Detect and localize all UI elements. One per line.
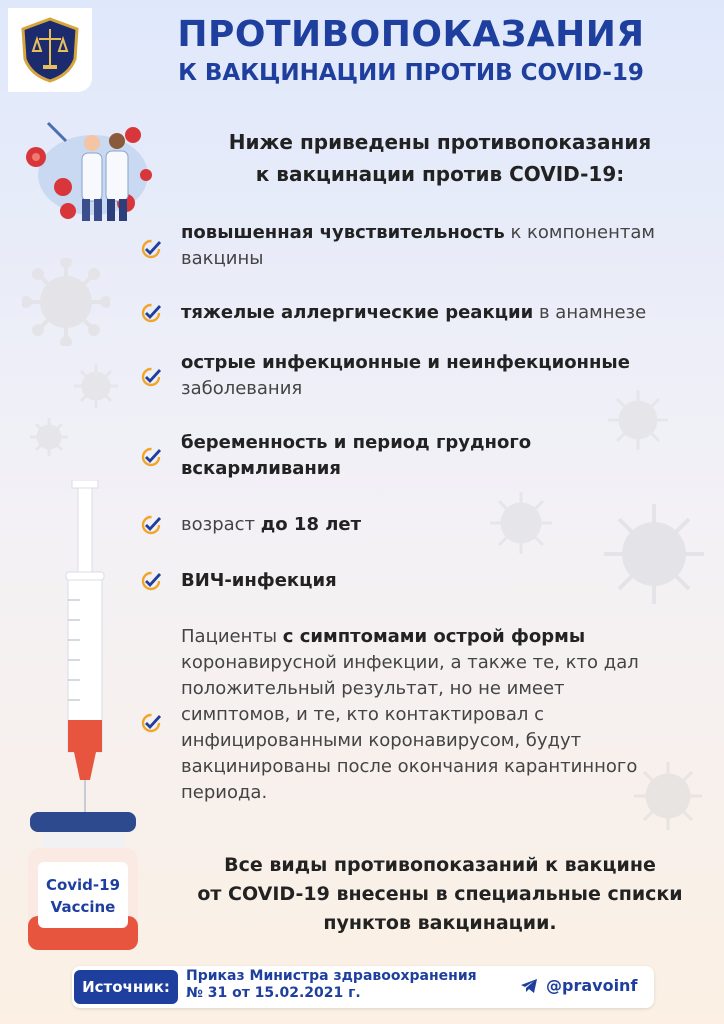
source-line1: Приказ Министра здравоохранения	[186, 968, 477, 984]
check-icon	[140, 712, 162, 734]
item-bold: беременность и период грудного вскармливания	[181, 432, 532, 479]
item-text: в анамнезе	[533, 302, 647, 323]
check-icon	[140, 446, 162, 468]
item-text: коронавирусной инфекции, а также те, кто дал положительный результат, но не имеет симптомов, и те, кто контактировал с инфицированными коронавирусом, будут вакцинированы после окончания карантинного периода.	[181, 652, 639, 803]
final-note-line3: пунктов вакцинации.	[323, 912, 557, 934]
item-bold: до 18 лет	[260, 514, 362, 535]
item-bold: ВИЧ-инфекция	[181, 570, 337, 591]
intro-text	[175, 126, 705, 190]
check-icon	[140, 238, 162, 260]
list-item	[181, 624, 651, 806]
vial-illustration	[22, 812, 144, 952]
emblem-icon	[8, 8, 92, 92]
syringe-illustration	[40, 480, 130, 825]
virus-icon	[28, 416, 70, 458]
list-item	[181, 430, 601, 482]
source-label: Источник:	[74, 970, 178, 1004]
list-item	[181, 512, 711, 538]
item-prefix: Пациенты	[181, 626, 283, 647]
check-icon	[140, 302, 162, 324]
doctors-illustration	[18, 115, 158, 230]
check-icon	[140, 366, 162, 388]
intro-line1: Ниже приведены противопоказания	[228, 130, 652, 154]
source-text	[186, 968, 506, 1002]
intro-line2: к вакцинации против COVID-19:	[255, 162, 625, 186]
page-subtitle: К ВАКЦИНАЦИИ ПРОТИВ COVID-19	[178, 60, 644, 86]
source-line2: № 31 от 15.02.2021 г.	[186, 985, 361, 1001]
check-icon	[140, 570, 162, 592]
virus-icon	[22, 258, 110, 346]
telegram-link[interactable]	[520, 976, 637, 995]
vial-label-line2: Vaccine	[50, 898, 116, 916]
list-item	[181, 300, 711, 326]
item-bold: с симптомами острой формы	[282, 626, 586, 647]
item-bold: повышенная чувствительность	[181, 222, 505, 243]
telegram-handle[interactable]: @pravoinf	[546, 976, 638, 995]
final-note-line2: от COVID-19 внесены в специальные списки	[197, 883, 683, 905]
item-text: к компонентам вакцины	[181, 222, 655, 269]
final-note-line1: Все виды противопоказаний к вакцине	[224, 854, 656, 876]
vial-label-line1: Covid-19	[45, 876, 121, 894]
telegram-icon	[520, 978, 538, 994]
item-bold: тяжелые аллергические реакции	[181, 302, 534, 323]
final-note	[175, 851, 705, 938]
check-icon	[140, 514, 162, 536]
virus-icon	[72, 362, 120, 410]
list-item	[181, 350, 711, 402]
item-text: заболевания	[181, 378, 303, 399]
item-prefix: возраст	[181, 514, 261, 535]
list-item	[181, 220, 711, 272]
page-title: ПРОТИВОПОКАЗАНИЯ	[177, 14, 645, 55]
list-item	[181, 568, 711, 594]
item-bold: острые инфекционные и неинфекционные	[181, 352, 630, 373]
